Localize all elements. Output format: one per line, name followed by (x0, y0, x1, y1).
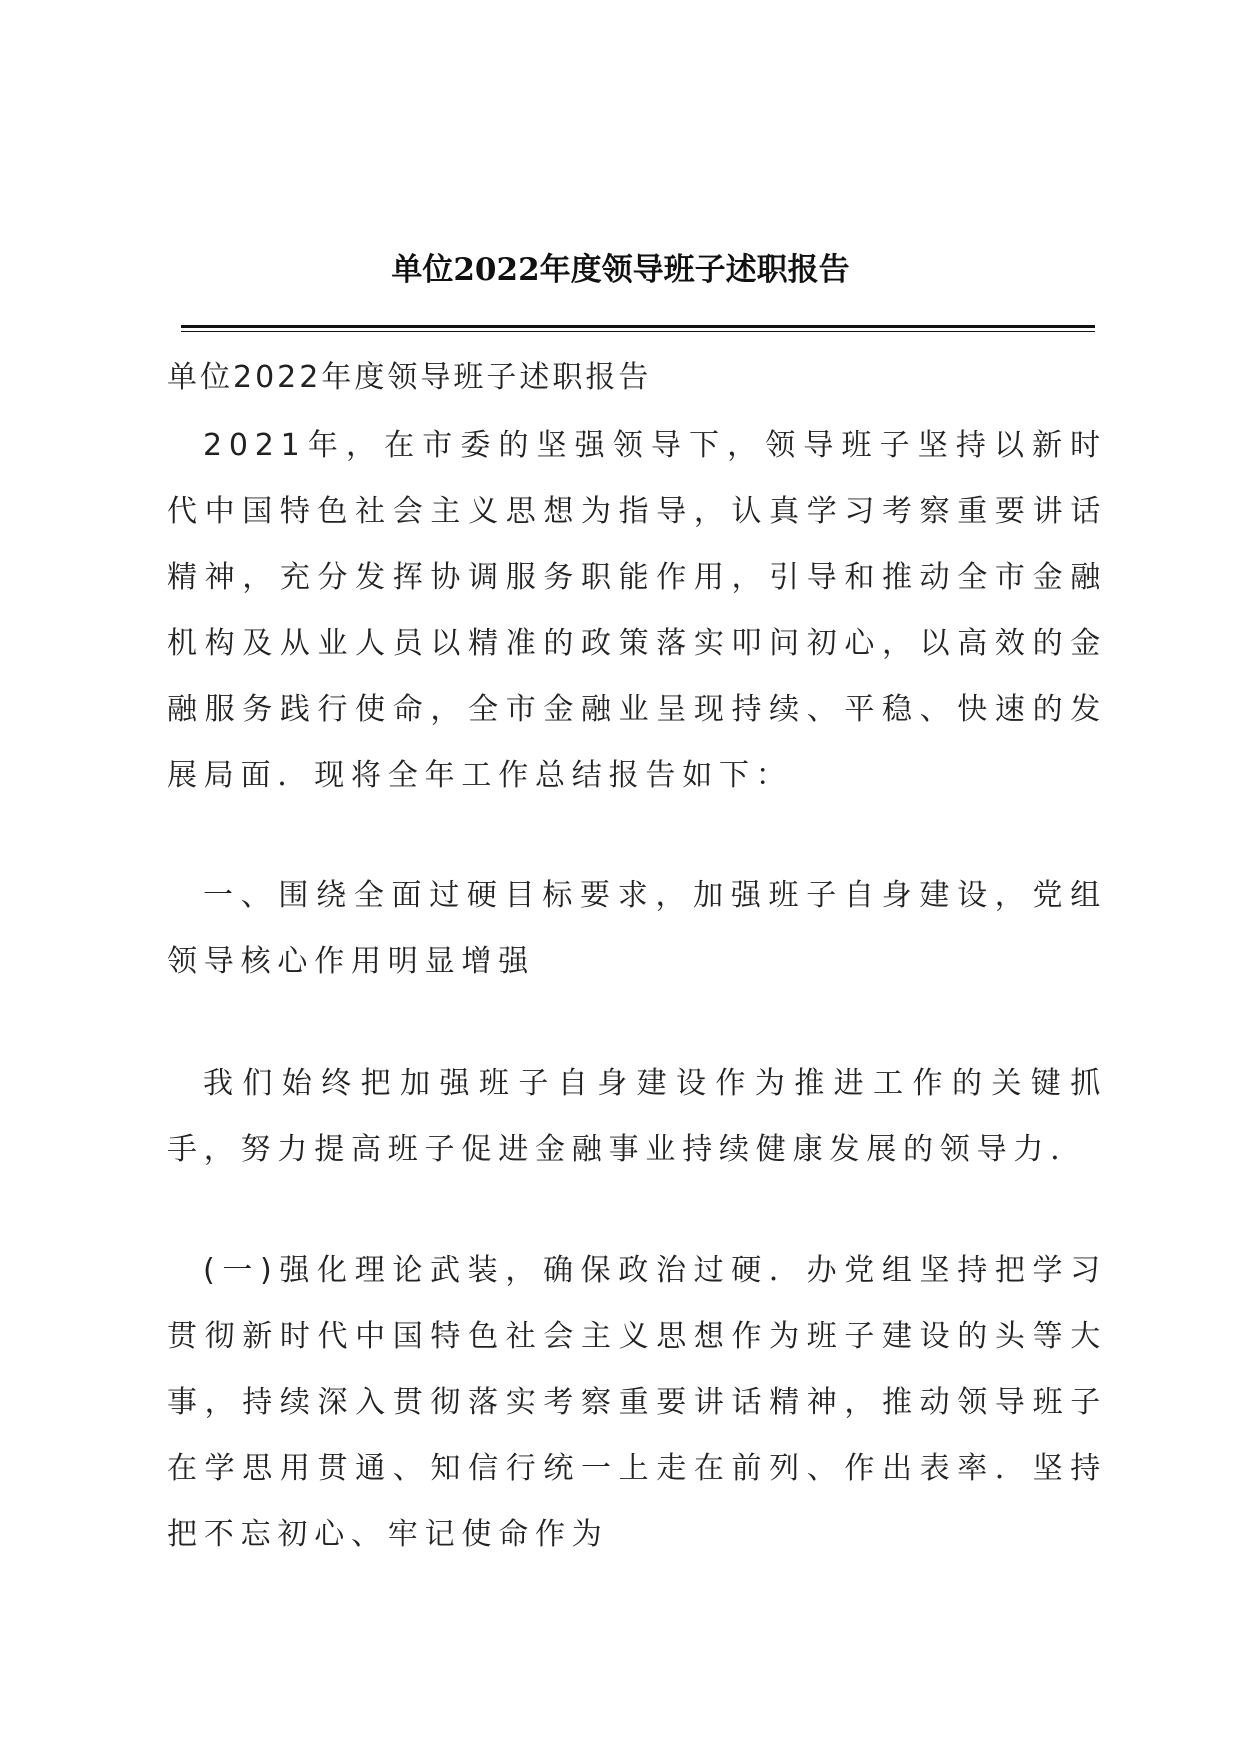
paragraph-intro: 2021年，在市委的坚强领导下，领导班子坚持以新时代中国特色社会主义思想为指导，认真学习考察重要讲话精神，充分发挥协调服务职能作用，引导和推动全市金融机构及从业人员以精准的政策落实叩问初心，以高效的金融服务践行使命，全市金融业呈现持续、平稳、快速的发展局面．现将全年工作总结报告如下： (167, 428, 1107, 793)
document-subtitle: 单位2022年度领导班子述职报告 (167, 360, 652, 395)
document-title: 单位2022年度领导班子述职报告 (391, 252, 850, 288)
title-divider-thick (181, 325, 1095, 328)
title-divider-thin (181, 331, 1095, 332)
paragraph-section-1: 我们始终把加强班子自身建设作为推进工作的关键抓手，努力提高班子促进金融事业持续健康发展的领导力． (167, 1066, 1107, 1167)
section-heading-1: 一、围绕全面过硬目标要求，加强班子自身建设，党组领导核心作用明显增强 (167, 878, 1107, 979)
paragraph-subsection-1: (一)强化理论武装，确保政治过硬．办党组坚持把学习贯彻新时代中国特色社会主义思想作为班子建设的头等大事，持续深入贯彻落实考察重要讲话精神，推动领导班子在学思用贯通、知信行统一上走在前列、作出表率．坚持把不忘初心、牢记使命作为 (167, 1253, 1107, 1552)
